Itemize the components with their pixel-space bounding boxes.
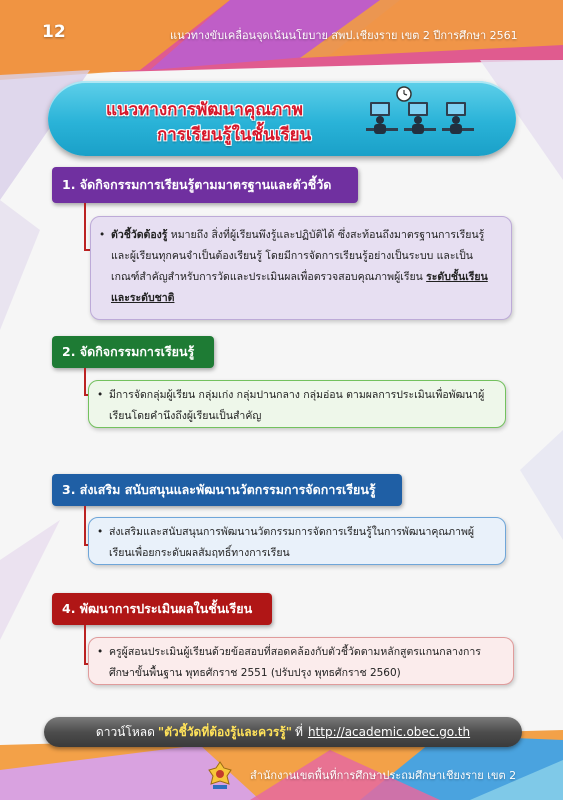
section-3-heading	[52, 474, 402, 506]
page-title-line2: การเรียนรู้ในชั้นเรียน	[157, 125, 312, 145]
page-number: 12	[42, 22, 66, 42]
download-banner	[44, 717, 522, 747]
section-3-heading-text: 3. ส่งเสริม สนับสนุนและพัฒนานวัตกรรมการจัดการเรียนรู้	[62, 482, 376, 497]
section-4-heading-text: 4. พัฒนาการประเมินผลในชั้นเรียน	[62, 601, 253, 616]
section-1-lead: ตัวชี้วัดต้องรู้	[111, 229, 168, 241]
section-4-content	[88, 637, 514, 685]
section-1-heading	[52, 167, 358, 203]
office-emblem-icon	[207, 761, 233, 791]
section-2-heading	[52, 336, 214, 368]
section-1-content	[90, 216, 512, 320]
bullet-icon: •	[97, 646, 104, 658]
section-1-body: หมายถึง สิ่งที่ผู้เรียนพึงรู้และปฏิบัติได้ ซึ่งสะท้อนถึงมาตรฐานการเรียนรู้ และผู้เรียนทุกคนจำเป็นต้องเรียนรู้ โดยมีการจัดการเรียนรู้อย่างเป็นระบบ และเป็นเกณฑ์สำคัญสำหรับการวัดและประเมินผลเพื่อตรวจสอบคุณภาพผู้เรียน	[111, 229, 485, 283]
bullet-icon: •	[97, 526, 104, 538]
section-4-heading	[52, 593, 272, 625]
bullet-icon: •	[99, 229, 106, 241]
section-2-body: มีการจัดกลุ่มผู้เรียน กลุ่มเก่ง กลุ่มปานกลาง กลุ่มอ่อน ตามผลการประเมินเพื่อพัฒนาผู้เรียนโดยคำนึงถึงผู้เรียนเป็นสำคัญ	[109, 389, 485, 422]
section-3-content	[88, 517, 506, 565]
page-title-line1: แนวทางการพัฒนาคุณภาพ	[106, 100, 303, 120]
section-2-heading-text: 2. จัดกิจกรรมการเรียนรู้	[62, 344, 195, 359]
section-4-body: ครูผู้สอนประเมินผู้เรียนด้วยข้อสอบที่สอดคล้องกับตัวชี้วัดตามหลักสูตรแกนกลางการศึกษาขั้นพื้นฐาน พุทธศักราช 2551 (ปรับปรุง พุทธศักราช 2560)	[109, 646, 481, 679]
footer-text: สำนักงานเขตพื้นที่การศึกษาประถมศึกษาเชียงราย เขต 2	[250, 769, 517, 782]
download-link[interactable]: http://academic.obec.go.th	[307, 725, 471, 739]
download-prefix: ดาวน์โหลด	[95, 724, 155, 739]
classroom-computers-icon	[364, 86, 502, 142]
section-1-heading-text: 1. จัดกิจกรรมการเรียนรู้ตามมาตรฐานและตัวชี้วัด	[62, 177, 332, 192]
section-3-body: ส่งเสริมและสนับสนุนการพัฒนานวัตกรรมการจัดการเรียนรู้ในการพัฒนาคุณภาพผู้เรียนเพื่อยกระดับผลสัมฤทธิ์ทางการเรียน	[109, 526, 475, 559]
section-1-emphasis: ระดับชั้นเรียน และระดับชาติ	[111, 271, 488, 304]
download-highlight: "ตัวชี้วัดที่ต้องรู้และควรรู้"	[157, 724, 293, 739]
bullet-icon: •	[97, 389, 104, 401]
header-text: แนวทางขับเคลื่อนจุดเน้นนโยบาย สพป.เชียงราย เขต 2 ปีการศึกษา 2561	[170, 29, 518, 42]
section-2-content	[88, 380, 506, 428]
download-at: ที่	[295, 724, 303, 739]
